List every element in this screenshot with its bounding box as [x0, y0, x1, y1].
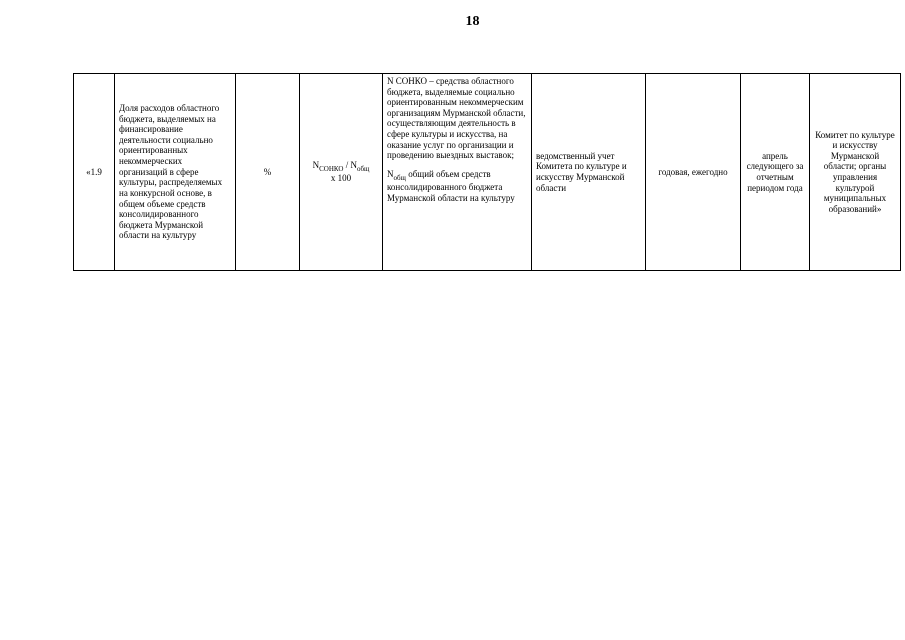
formula-multiplier: x 100: [330, 173, 352, 184]
periodicity-cell: годовая, ежегодно: [646, 74, 741, 271]
formula-numerator: N: [312, 160, 320, 171]
formula-denominator: N: [350, 160, 357, 171]
unit-cell: %: [236, 74, 300, 271]
responsible-cell: Комитет по культуре и искусству Мурманской области; органы управления культурой муниципальных образований»: [810, 74, 901, 271]
description-cell: [383, 74, 532, 271]
indicator-table: [73, 73, 901, 271]
description-total-sub: общ: [393, 173, 406, 182]
description-total-symbol: N: [387, 168, 394, 179]
page-number: 18: [465, 14, 480, 29]
formula-numerator-sub: СОНКО: [319, 164, 344, 173]
formula-denominator-sub: общ: [356, 164, 370, 173]
description-total-text: общий объем средств консолидированного бюджета Мурманской области на культуру: [387, 168, 515, 203]
description-sonko: N СОНКО – средства областного бюджета, выделяемые социально ориентированным некоммерческим организациям Мурманской области, осуществляющим деятельность в сфере культуры и искусства, на оказание услуг по организации и проведению выездных выставок;: [387, 76, 526, 161]
indicator-name-cell: Доля расходов областного бюджета, выделяемых на финансирование деятельности социально ориентированных некоммерческих организаций в сфере культуры, распределяемых на конкурсной основе, в общем объеме средств консолидированного бюджета Мурманской области на культуру: [115, 74, 236, 271]
data-source-cell: ведомственный учет Комитета по культуре и искусству Мурманской области: [532, 74, 646, 271]
description-total: [387, 169, 527, 203]
row-number-cell: «1.9: [74, 74, 115, 271]
formula-divider: /: [343, 160, 351, 171]
formula-cell: [300, 74, 383, 271]
table-row: [74, 74, 901, 271]
deadline-cell: апрель следующего за отчетным периодом года: [741, 74, 810, 271]
